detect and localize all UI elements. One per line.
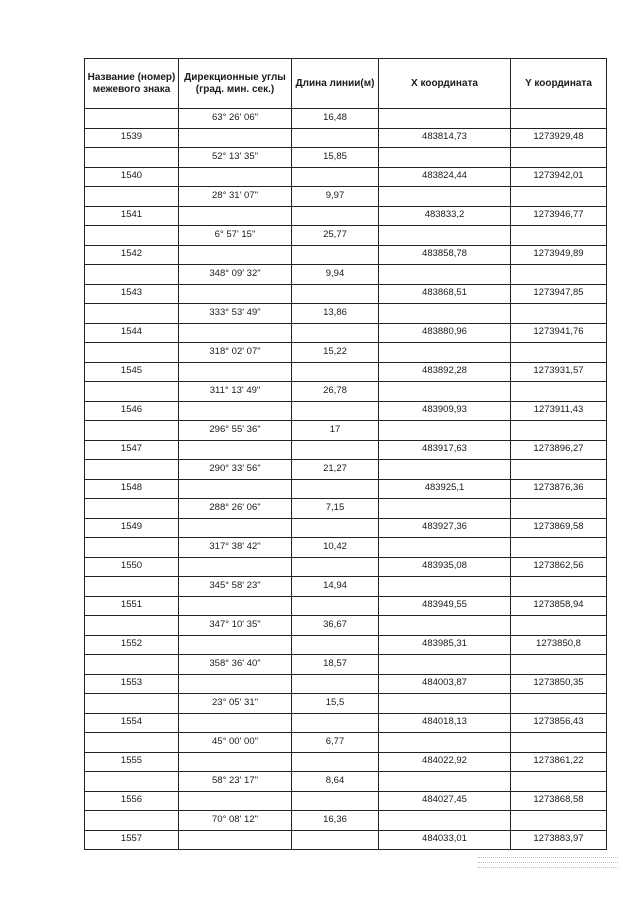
table-row xyxy=(85,440,607,460)
cell-y-coordinate: 1273850,35 xyxy=(511,674,607,694)
cell-line-length xyxy=(292,245,379,265)
cell-direction-angle: 317° 38' 42" xyxy=(179,538,292,558)
cell-direction-angle: 311° 13' 49" xyxy=(179,382,292,402)
cell-x-coordinate xyxy=(379,109,511,129)
cell-direction-angle: 288° 26' 06" xyxy=(179,499,292,519)
cell-y-coordinate: 1273869,58 xyxy=(511,518,607,538)
cell-line-length: 15,5 xyxy=(292,694,379,714)
cell-direction-angle: 23° 05' 31" xyxy=(179,694,292,714)
cell-x-coordinate: 483927,36 xyxy=(379,518,511,538)
cell-x-coordinate: 484018,13 xyxy=(379,713,511,733)
cell-line-length xyxy=(292,752,379,772)
header-marker-name: Название (номер) межевого знака xyxy=(85,59,179,109)
cell-direction-angle: 45° 00' 00" xyxy=(179,733,292,753)
table-row xyxy=(85,596,607,616)
cell-y-coordinate: 1273941,76 xyxy=(511,323,607,343)
cell-y-coordinate: 1273868,58 xyxy=(511,791,607,811)
cell-direction-angle: 70° 08' 12" xyxy=(179,811,292,831)
cell-y-coordinate xyxy=(511,499,607,519)
table-row xyxy=(85,187,607,207)
cell-direction-angle xyxy=(179,596,292,616)
cell-line-length xyxy=(292,557,379,577)
cell-marker-name xyxy=(85,343,179,363)
cell-marker-name: 1547 xyxy=(85,440,179,460)
cell-direction-angle: 318° 02' 07" xyxy=(179,343,292,363)
cell-x-coordinate xyxy=(379,304,511,324)
table-row xyxy=(85,460,607,480)
cell-direction-angle xyxy=(179,674,292,694)
table-row xyxy=(85,206,607,226)
table-row xyxy=(85,830,607,850)
cell-x-coordinate: 483833,2 xyxy=(379,206,511,226)
cell-marker-name: 1542 xyxy=(85,245,179,265)
cell-marker-name xyxy=(85,382,179,402)
cell-x-coordinate: 483909,93 xyxy=(379,401,511,421)
cell-direction-angle xyxy=(179,440,292,460)
cell-y-coordinate xyxy=(511,694,607,714)
cell-line-length: 8,64 xyxy=(292,772,379,792)
faded-stamp xyxy=(478,853,618,883)
cell-line-length xyxy=(292,401,379,421)
cell-marker-name xyxy=(85,694,179,714)
cell-y-coordinate xyxy=(511,655,607,675)
table-header-row xyxy=(85,59,607,109)
table-row xyxy=(85,791,607,811)
cell-line-length xyxy=(292,284,379,304)
table-row xyxy=(85,557,607,577)
cell-y-coordinate: 1273862,56 xyxy=(511,557,607,577)
header-line-length: Длина линии(м) xyxy=(292,59,379,109)
cell-y-coordinate xyxy=(511,382,607,402)
cell-direction-angle: 63° 26' 06" xyxy=(179,109,292,129)
cell-x-coordinate: 484027,45 xyxy=(379,791,511,811)
cell-marker-name: 1557 xyxy=(85,830,179,850)
cell-marker-name: 1543 xyxy=(85,284,179,304)
cell-direction-angle: 290° 33' 56" xyxy=(179,460,292,480)
cell-marker-name: 1544 xyxy=(85,323,179,343)
cell-line-length: 9,94 xyxy=(292,265,379,285)
table-row xyxy=(85,772,607,792)
table-row xyxy=(85,421,607,441)
cell-marker-name xyxy=(85,187,179,207)
cell-line-length xyxy=(292,635,379,655)
table-row xyxy=(85,655,607,675)
table-row xyxy=(85,811,607,831)
header-direction-angle: Дирекционные углы (град. мин. сек.) xyxy=(179,59,292,109)
cell-direction-angle xyxy=(179,284,292,304)
cell-y-coordinate: 1273876,36 xyxy=(511,479,607,499)
cell-direction-angle: 333° 53' 49" xyxy=(179,304,292,324)
cell-x-coordinate xyxy=(379,772,511,792)
cell-y-coordinate xyxy=(511,265,607,285)
cell-marker-name: 1550 xyxy=(85,557,179,577)
cell-y-coordinate xyxy=(511,733,607,753)
cell-line-length: 16,36 xyxy=(292,811,379,831)
cell-x-coordinate xyxy=(379,265,511,285)
cell-x-coordinate xyxy=(379,655,511,675)
cell-y-coordinate: 1273929,48 xyxy=(511,128,607,148)
cell-marker-name: 1541 xyxy=(85,206,179,226)
cell-line-length: 21,27 xyxy=(292,460,379,480)
cell-direction-angle xyxy=(179,713,292,733)
cell-direction-angle: 358° 36' 40" xyxy=(179,655,292,675)
cell-x-coordinate xyxy=(379,187,511,207)
cell-x-coordinate xyxy=(379,382,511,402)
table-body xyxy=(85,109,607,850)
cell-y-coordinate xyxy=(511,187,607,207)
cell-x-coordinate xyxy=(379,577,511,597)
cell-line-length: 17 xyxy=(292,421,379,441)
cell-x-coordinate xyxy=(379,226,511,246)
cell-line-length xyxy=(292,362,379,382)
cell-x-coordinate: 483892,28 xyxy=(379,362,511,382)
cell-direction-angle xyxy=(179,791,292,811)
cell-x-coordinate xyxy=(379,499,511,519)
cell-line-length: 15,85 xyxy=(292,148,379,168)
cell-line-length xyxy=(292,830,379,850)
cell-direction-angle: 347° 10' 35" xyxy=(179,616,292,636)
cell-x-coordinate xyxy=(379,616,511,636)
cell-y-coordinate xyxy=(511,109,607,129)
cell-marker-name xyxy=(85,421,179,441)
cell-line-length xyxy=(292,791,379,811)
cell-y-coordinate xyxy=(511,226,607,246)
cell-x-coordinate: 483814,73 xyxy=(379,128,511,148)
cell-line-length: 26,78 xyxy=(292,382,379,402)
cell-y-coordinate: 1273947,85 xyxy=(511,284,607,304)
cell-x-coordinate xyxy=(379,538,511,558)
cell-y-coordinate xyxy=(511,148,607,168)
cell-x-coordinate: 484022,92 xyxy=(379,752,511,772)
cell-marker-name xyxy=(85,538,179,558)
cell-direction-angle xyxy=(179,635,292,655)
cell-line-length: 14,94 xyxy=(292,577,379,597)
cell-x-coordinate xyxy=(379,343,511,363)
cell-x-coordinate: 483868,51 xyxy=(379,284,511,304)
table-row xyxy=(85,304,607,324)
cell-y-coordinate: 1273883,97 xyxy=(511,830,607,850)
cell-marker-name: 1552 xyxy=(85,635,179,655)
cell-line-length: 7,15 xyxy=(292,499,379,519)
cell-marker-name: 1551 xyxy=(85,596,179,616)
cell-marker-name xyxy=(85,109,179,129)
cell-y-coordinate: 1273942,01 xyxy=(511,167,607,187)
cell-marker-name: 1540 xyxy=(85,167,179,187)
cell-marker-name xyxy=(85,655,179,675)
cell-line-length xyxy=(292,674,379,694)
cell-line-length: 15,22 xyxy=(292,343,379,363)
cell-direction-angle: 348° 09' 32" xyxy=(179,265,292,285)
cell-line-length xyxy=(292,206,379,226)
cell-x-coordinate xyxy=(379,733,511,753)
table-row xyxy=(85,382,607,402)
table-row xyxy=(85,284,607,304)
table-row xyxy=(85,752,607,772)
cell-marker-name: 1556 xyxy=(85,791,179,811)
cell-x-coordinate: 483917,63 xyxy=(379,440,511,460)
cell-direction-angle xyxy=(179,362,292,382)
cell-y-coordinate: 1273856,43 xyxy=(511,713,607,733)
cell-marker-name: 1539 xyxy=(85,128,179,148)
cell-marker-name: 1546 xyxy=(85,401,179,421)
cell-direction-angle xyxy=(179,206,292,226)
cell-marker-name xyxy=(85,733,179,753)
cell-y-coordinate: 1273931,57 xyxy=(511,362,607,382)
cell-x-coordinate: 483949,55 xyxy=(379,596,511,616)
cell-y-coordinate xyxy=(511,577,607,597)
cell-direction-angle xyxy=(179,479,292,499)
cell-direction-angle: 58° 23' 17" xyxy=(179,772,292,792)
cell-direction-angle: 6° 57' 15" xyxy=(179,226,292,246)
cell-line-length xyxy=(292,479,379,499)
cell-y-coordinate xyxy=(511,421,607,441)
cell-y-coordinate: 1273858,94 xyxy=(511,596,607,616)
cell-y-coordinate: 1273911,43 xyxy=(511,401,607,421)
table-row xyxy=(85,733,607,753)
cell-line-length: 36,67 xyxy=(292,616,379,636)
cell-line-length xyxy=(292,440,379,460)
cell-x-coordinate: 483858,78 xyxy=(379,245,511,265)
cell-line-length xyxy=(292,713,379,733)
cell-line-length xyxy=(292,128,379,148)
cell-line-length: 10,42 xyxy=(292,538,379,558)
cell-line-length: 13,86 xyxy=(292,304,379,324)
cell-marker-name xyxy=(85,772,179,792)
cell-marker-name: 1554 xyxy=(85,713,179,733)
table-row xyxy=(85,343,607,363)
table-row xyxy=(85,674,607,694)
table-row xyxy=(85,245,607,265)
cell-y-coordinate xyxy=(511,460,607,480)
table-row xyxy=(85,128,607,148)
cell-direction-angle xyxy=(179,245,292,265)
table-row xyxy=(85,401,607,421)
cell-y-coordinate xyxy=(511,538,607,558)
cell-x-coordinate: 484033,01 xyxy=(379,830,511,850)
table-row xyxy=(85,518,607,538)
table-row xyxy=(85,265,607,285)
cell-line-length xyxy=(292,167,379,187)
cell-direction-angle xyxy=(179,128,292,148)
table-row xyxy=(85,109,607,129)
table-row xyxy=(85,694,607,714)
cell-marker-name xyxy=(85,304,179,324)
cell-line-length xyxy=(292,323,379,343)
cell-direction-angle: 28° 31' 07" xyxy=(179,187,292,207)
cell-line-length: 25,77 xyxy=(292,226,379,246)
cell-marker-name xyxy=(85,616,179,636)
cell-direction-angle: 52° 13' 35" xyxy=(179,148,292,168)
boundary-coordinates-table xyxy=(84,58,607,850)
cell-direction-angle xyxy=(179,167,292,187)
cell-direction-angle xyxy=(179,830,292,850)
cell-line-length xyxy=(292,518,379,538)
cell-line-length: 6,77 xyxy=(292,733,379,753)
cell-direction-angle xyxy=(179,518,292,538)
cell-marker-name xyxy=(85,577,179,597)
table-row xyxy=(85,362,607,382)
cell-marker-name: 1545 xyxy=(85,362,179,382)
cell-direction-angle: 296° 55' 36" xyxy=(179,421,292,441)
cell-x-coordinate xyxy=(379,460,511,480)
cell-x-coordinate: 483824,44 xyxy=(379,167,511,187)
cell-y-coordinate xyxy=(511,343,607,363)
table-row xyxy=(85,479,607,499)
cell-direction-angle xyxy=(179,323,292,343)
cell-line-length: 9,97 xyxy=(292,187,379,207)
header-y-coordinate: Y координата xyxy=(511,59,607,109)
table-row xyxy=(85,577,607,597)
cell-y-coordinate xyxy=(511,772,607,792)
cell-x-coordinate xyxy=(379,694,511,714)
cell-direction-angle xyxy=(179,401,292,421)
cell-marker-name xyxy=(85,148,179,168)
cell-marker-name xyxy=(85,226,179,246)
cell-direction-angle: 345° 58' 23" xyxy=(179,577,292,597)
table-row xyxy=(85,167,607,187)
cell-line-length: 18,57 xyxy=(292,655,379,675)
table-row xyxy=(85,148,607,168)
cell-marker-name xyxy=(85,499,179,519)
cell-marker-name: 1549 xyxy=(85,518,179,538)
cell-x-coordinate: 483880,96 xyxy=(379,323,511,343)
table-row xyxy=(85,538,607,558)
table-row xyxy=(85,635,607,655)
cell-y-coordinate: 1273949,89 xyxy=(511,245,607,265)
table-row xyxy=(85,713,607,733)
cell-y-coordinate: 1273850,8 xyxy=(511,635,607,655)
table-row xyxy=(85,616,607,636)
cell-marker-name: 1555 xyxy=(85,752,179,772)
cell-x-coordinate: 484003,87 xyxy=(379,674,511,694)
cell-line-length: 16,48 xyxy=(292,109,379,129)
cell-y-coordinate xyxy=(511,811,607,831)
cell-x-coordinate xyxy=(379,421,511,441)
cell-y-coordinate xyxy=(511,304,607,324)
cell-direction-angle xyxy=(179,557,292,577)
cell-y-coordinate: 1273946,77 xyxy=(511,206,607,226)
header-x-coordinate: X координата xyxy=(379,59,511,109)
cell-y-coordinate xyxy=(511,616,607,636)
cell-direction-angle xyxy=(179,752,292,772)
cell-marker-name: 1553 xyxy=(85,674,179,694)
cell-x-coordinate: 483925,1 xyxy=(379,479,511,499)
cell-y-coordinate: 1273861,22 xyxy=(511,752,607,772)
cell-x-coordinate xyxy=(379,148,511,168)
cell-line-length xyxy=(292,596,379,616)
cell-marker-name xyxy=(85,460,179,480)
table-row xyxy=(85,499,607,519)
cell-x-coordinate xyxy=(379,811,511,831)
cell-y-coordinate: 1273896,27 xyxy=(511,440,607,460)
cell-marker-name: 1548 xyxy=(85,479,179,499)
cell-x-coordinate: 483935,08 xyxy=(379,557,511,577)
table-row xyxy=(85,226,607,246)
table-row xyxy=(85,323,607,343)
cell-marker-name xyxy=(85,265,179,285)
cell-x-coordinate: 483985,31 xyxy=(379,635,511,655)
cell-marker-name xyxy=(85,811,179,831)
